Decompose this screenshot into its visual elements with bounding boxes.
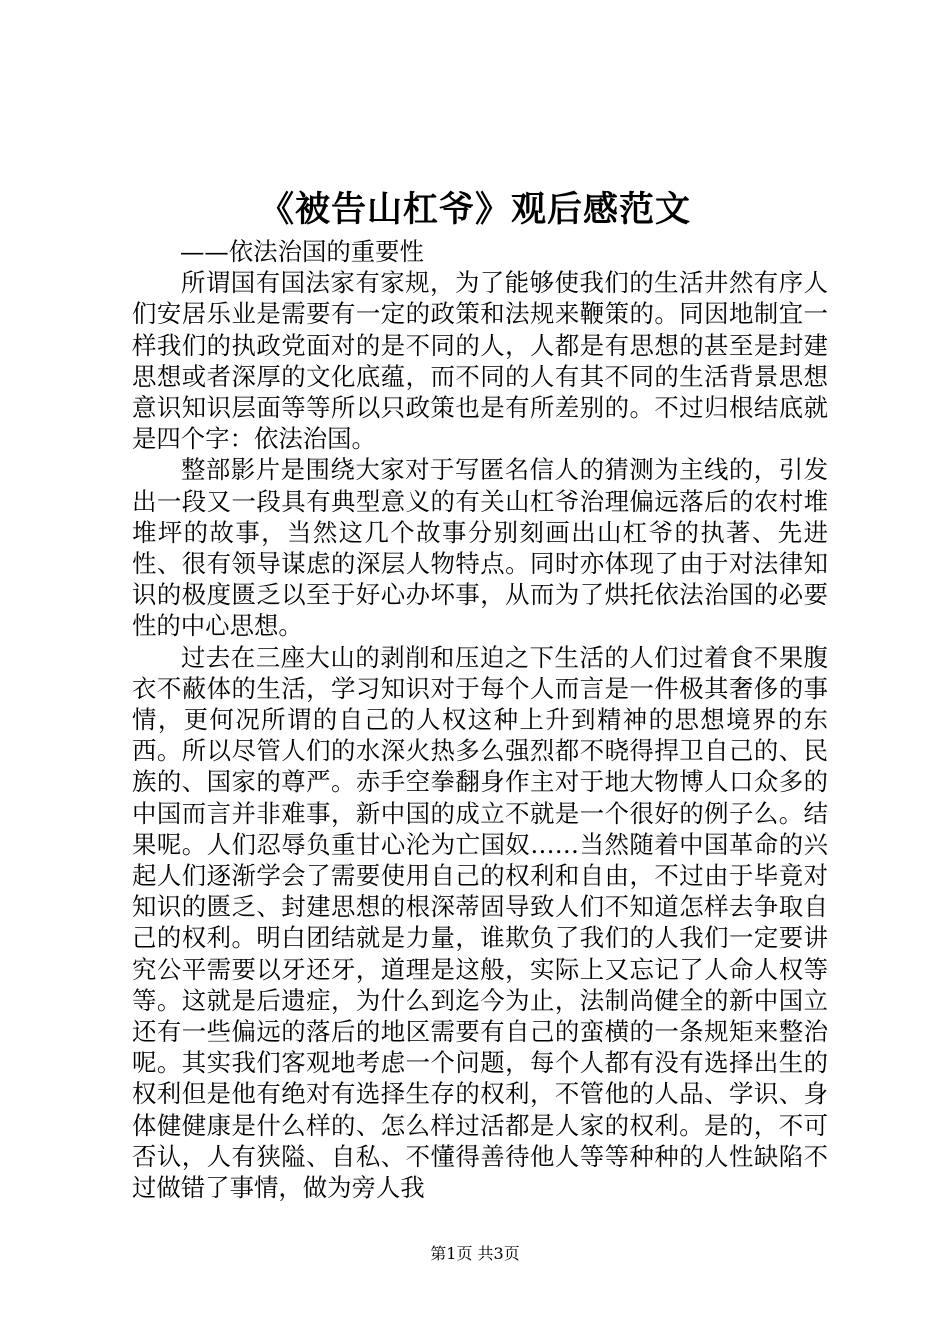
paragraph-3: 过去在三座大山的剥削和压迫之下生活的人们过着食不果腹衣不蔽体的生活，学习知识对于每个人而言是一件极其奢侈的事情，更何况所谓的自己的人权这种上升到精神的思想境界的东西。所以尽管人们的水深火热多么强烈都不晓得捍卫自己的、民族的、国家的尊严。赤手空拳翻身作主对于地大物博人口众多的中国而言并非难事，新中国的成立不就是一个很好的例子么。结果呢。人们忍辱负重甘心沦为亡国奴……当然随着中国革命的兴起人们逐渐学会了需要使用自己的权利和自由，不过由于毕竟对知识的匮乏、封建思想的根深蒂固导致人们不知道怎样去争取自己的权利。明白团结就是力量，谁欺负了我们的人我们一定要讲究公平需要以牙还牙，道理是这般，实际上又忘记了人命人权等等。这就是后遗症，为什么到迄今为止，法制尚健全的新中国立还有一些偏远的落后的地区需要有自己的蛮横的一条规矩来整治呢。其实我们客观地考虑一个问题，每个人都有没有选择出生的权利但是他有绝对有选择生存的权利，不管他的人品、学识、身体健健康是什么样的、怎么样过活都是人家的权利。是的，不可否认，人有狭隘、自私、不懂得善待他人等等种种的人性缺陷不过做错了事情，做为旁人我 xyxy=(132,642,828,1203)
paragraph-2: 整部影片是围绕大家对于写匿名信人的猜测为主线的，引发出一段又一段具有典型意义的有关山杠爷治理偏远落后的农村堆堆坪的故事，当然这几个故事分别刻画出山杠爷的执著、先进性、很有领导谋虑的深层人物特点。同时亦体现了由于对法律知识的极度匮乏以至于好心办坏事，从而为了烘托依法治国的必要性的中心思想。 xyxy=(132,455,828,641)
document-body xyxy=(132,236,828,1203)
page-title: 《被告山杠爷》观后感范文 xyxy=(258,189,691,230)
paragraph-1: 所谓国有国法家有家规，为了能够使我们的生活井然有序人们安居乐业是需要有一定的政策和法规来鞭策的。同因地制宜一样我们的执政党面对的是不同的人，人都是有思想的甚至是封建思想或者深厚的文化底蕴，而不同的人有其不同的生活背景思想意识知识层面等等所以只政策也是有所差别的。不过归根结底就是四个字：依法治国。 xyxy=(132,268,828,454)
document-subtitle: ——依法治国的重要性 xyxy=(180,237,424,266)
page-footer: 第1页 共3页 xyxy=(430,1244,520,1263)
